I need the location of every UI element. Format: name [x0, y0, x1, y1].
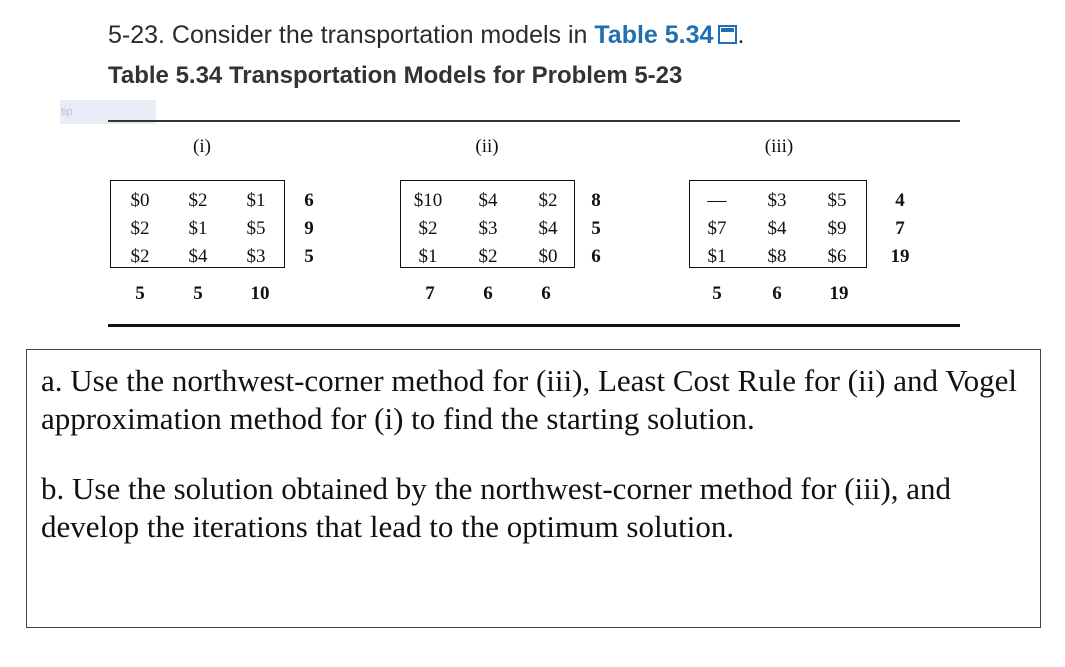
- cost-cell: $4: [478, 190, 498, 211]
- cost-cell: $0: [538, 246, 558, 267]
- demand-value: 6: [541, 283, 551, 304]
- demand-value: 5: [712, 283, 722, 304]
- demand-value: 6: [483, 283, 493, 304]
- cost-cell: $2: [130, 246, 150, 267]
- model-label: (iii): [764, 136, 794, 157]
- model-label: (ii): [475, 136, 499, 157]
- cost-cell: $2: [538, 190, 558, 211]
- table-link[interactable]: Table 5.34: [594, 21, 714, 49]
- demand-value: 5: [135, 283, 145, 304]
- cost-cell: $5: [827, 190, 847, 211]
- cost-cell: —: [707, 190, 727, 211]
- supply-value: 19: [890, 246, 910, 267]
- cost-cell: $1: [707, 246, 727, 267]
- cost-cell: $2: [130, 218, 150, 239]
- open-popup-icon[interactable]: [718, 25, 737, 44]
- cost-cell: $4: [767, 218, 787, 239]
- cost-cell: $2: [418, 218, 438, 239]
- demand-value: 19: [829, 283, 849, 304]
- cost-cell: $3: [478, 218, 498, 239]
- cost-cell: $9: [827, 218, 847, 239]
- cost-cell: $8: [767, 246, 787, 267]
- cost-cell: $10: [413, 190, 443, 211]
- cost-cell: $1: [418, 246, 438, 267]
- cost-cell: $4: [538, 218, 558, 239]
- cost-cell: $4: [188, 246, 208, 267]
- cost-cell: $7: [707, 218, 727, 239]
- cost-cell: $3: [246, 246, 266, 267]
- cost-cell: $2: [188, 190, 208, 211]
- problem-period: .: [737, 21, 745, 49]
- cost-cell: $1: [188, 218, 208, 239]
- supply-value: 5: [304, 246, 314, 267]
- table-caption: Table 5.34 Transportation Models for Problem 5-23: [108, 62, 683, 89]
- tip-label: tip: [61, 106, 73, 118]
- cost-cell: $5: [246, 218, 266, 239]
- table-top-rule: [108, 120, 960, 122]
- problem-text: 5-23. Consider the transportation models in: [108, 21, 595, 49]
- supply-value: 8: [591, 190, 601, 211]
- supply-value: 4: [895, 190, 905, 211]
- demand-value: 7: [425, 283, 435, 304]
- cost-cell: $6: [827, 246, 847, 267]
- questions-box: [26, 349, 1041, 628]
- supply-value: 6: [591, 246, 601, 267]
- demand-value: 5: [193, 283, 203, 304]
- supply-value: 7: [895, 218, 905, 239]
- cost-cell: $0: [130, 190, 150, 211]
- question-b: b. Use the solution obtained by the northwest-corner method for (iii), and develop the iterations that lead to the optimum solution.: [41, 471, 951, 544]
- supply-value: 9: [304, 218, 314, 239]
- demand-value: 10: [250, 283, 270, 304]
- cost-cell: $2: [478, 246, 498, 267]
- problem-statement: [108, 18, 744, 52]
- demand-value: 6: [772, 283, 782, 304]
- supply-value: 5: [591, 218, 601, 239]
- model-label: (i): [193, 136, 211, 157]
- supply-value: 6: [304, 190, 314, 211]
- cost-cell: $1: [246, 190, 266, 211]
- question-a: a. Use the northwest-corner method for (iii), Least Cost Rule for (ii) and Vogel approximation method for (i) to find the starting solution.: [41, 363, 1017, 436]
- table-bottom-rule: [108, 324, 960, 327]
- cost-cell: $3: [767, 190, 787, 211]
